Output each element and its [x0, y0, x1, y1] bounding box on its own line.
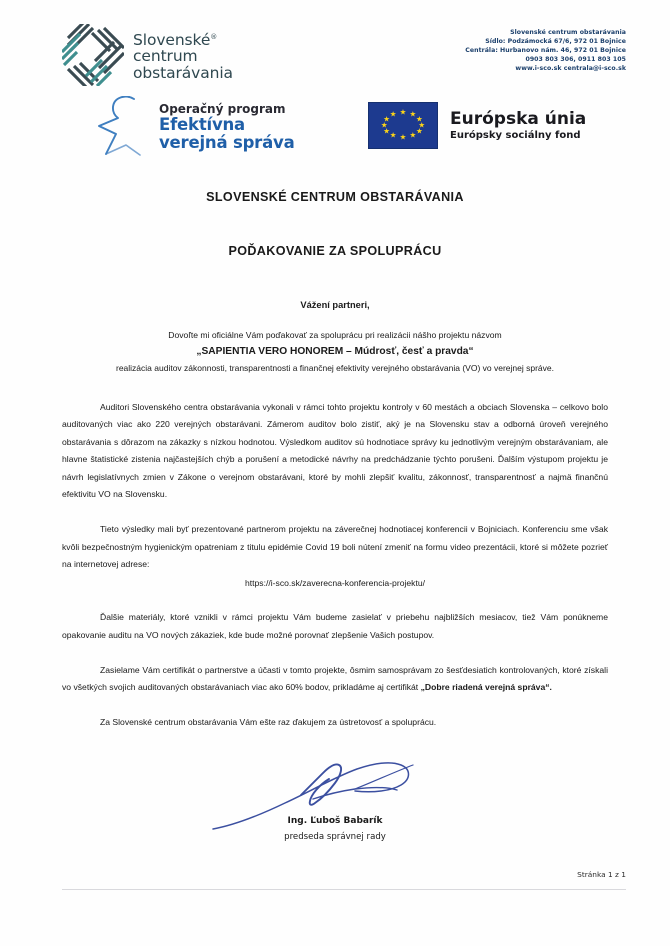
document-footer — [62, 870, 626, 890]
closing-line: Za Slovenské centrum obstarávania Vám ešte raz ďakujem za ústretovosť a spoluprácu. — [100, 716, 437, 727]
intro-line-1: Dovoľte mi oficiálne Vám poďakovať za spoluprácu pri realizácii nášho projektu názvom — [168, 330, 502, 340]
page-subtitle: POĎAKOVANIE ZA SPOLUPRÁCU — [228, 244, 442, 258]
signer-name: Ing. Ľuboš Babarík — [287, 816, 383, 827]
op-line-3: verejná správa — [159, 133, 295, 152]
document-header — [0, 0, 670, 92]
paragraph-1: Auditori Slovenského centra obstarávania vykonali v rámci tohto projektu kontroly v 60 mestách a obciach Slovenska – celkovo bolo auditovaných viac ako 220 verejných obstarávani. Zámerom auditov bolo zistiť, aký je na Slovensku stav a odborná úroveň verejného obstarávania s dôrazom na zákazky s nízkou hodnotou. Výsledkom auditov sú hodnotiace správy ku jednotlivým verejným obstarávaniam, ale hlavne štatistické zistenia najčastejších chýb a porušení a metodické návrhy na predchádzanie týchto porušeni. Ďalším výstupom projektu je návrh legislatívnych zmien v Zákone o verejnom obstarávani, ktoré by mohli zlepšiť kvalitu, zákonnosť, transparentnosť a najmä finančnú efektivitu VO na Slovensku. — [62, 401, 608, 500]
logo-line-2: centrum — [133, 47, 198, 66]
operational-program-wordmark — [159, 102, 295, 152]
intro-block — [62, 327, 608, 377]
eu-title: Európska únia — [450, 109, 587, 129]
signature-block — [62, 759, 608, 867]
signer-role: predseda správnej rady — [284, 832, 386, 843]
contact-headquarters: Centrála: Hurbanovo nám. 46, 972 01 Bojnice — [465, 47, 626, 55]
sco-logo — [62, 24, 233, 86]
header-contact-block — [465, 28, 626, 73]
project-name: „SAPIENTIA VERO HONOREM – Múdrosť, česť a pravda“ — [196, 345, 474, 357]
page-number: Stránka 1 z 1 — [577, 870, 626, 879]
eu-wordmark — [450, 109, 586, 142]
paragraph-2: Tieto výsledky mali byť prezentované partnerom projektu na záverečnej hodnotiacej konferencii v Bojniciach. Konferenciu sme však kvôli bezpečnostným hygienickým opatreniam z titulu epidémie Covid 19 boli nútení zmeniť na formu video prezentácii, ktoré si môžete pozrieť na internetovej adrese: — [62, 524, 608, 570]
contact-phone: 0903 803 306, 0911 803 105 — [525, 56, 626, 64]
paragraph-4 — [62, 662, 608, 697]
program-logos-row — [0, 92, 670, 164]
sco-logo-wordmark — [133, 29, 233, 82]
european-union-logo — [368, 102, 586, 149]
certificate-name: „Dobre riadená verejná správa“. — [420, 682, 552, 693]
contact-company: Slovenské centrum obstarávania — [510, 29, 626, 36]
footer-divider — [62, 889, 626, 890]
contact-web-email: www.i-sco.sk centrala@i-sco.sk — [515, 65, 626, 73]
document-body — [0, 190, 670, 867]
paragraph-4-text: Zasielame Vám certifikát o partnerstve a účasti v tomto projekte, ôsmim samosprávam zo šesťdesiatich kontrolovaných, ktoré získali vo všetkých svojich auditovaných obstarávaniach viac ako 60% bodov, prikladáme aj certifikát — [62, 664, 608, 693]
op-line-1: Operačný program — [159, 102, 286, 116]
intro-line-3: realizácia auditov zákonnosti, transparentnosti a finančnej efektivity verejného obstarávania (VO) vo verejnej správe. — [116, 363, 554, 373]
sco-logo-icon — [62, 24, 124, 86]
op-line-2: Efektívna — [159, 115, 245, 134]
paragraph-3: Ďalšie materiály, ktoré vznikli v rámci projektu Vám budeme zasielať v priebehu najbližších mesiacov, tiež Vám ponúkneme opakovanie auditu na VO nových zákaziek, kde bude možné porovnať zlepšenie Vašich postupov. — [62, 612, 608, 641]
operational-program-logo — [96, 96, 295, 158]
efektivna-sprava-figure-icon — [96, 96, 152, 158]
logo-line-1: Slovenské — [133, 30, 211, 49]
eu-flag-icon: ★ ★ ★ ★ ★ ★ ★ ★ ★ ★ ★ ★ — [368, 102, 438, 149]
registered-mark-icon: ® — [210, 32, 218, 41]
logo-line-3: obstarávania — [133, 63, 233, 82]
eu-subtitle: Európsky sociálny fond — [450, 130, 581, 141]
conference-url[interactable]: https://i-sco.sk/zaverecna-konferencia-projektu/ — [244, 577, 426, 588]
page-title: SLOVENSKÉ CENTRUM OBSTARÁVANIA — [206, 190, 464, 204]
contact-seat: Sídlo: Podzámocká 67/6, 972 01 Bojnice — [485, 38, 626, 46]
salutation: Vážení partneri, — [300, 300, 370, 310]
